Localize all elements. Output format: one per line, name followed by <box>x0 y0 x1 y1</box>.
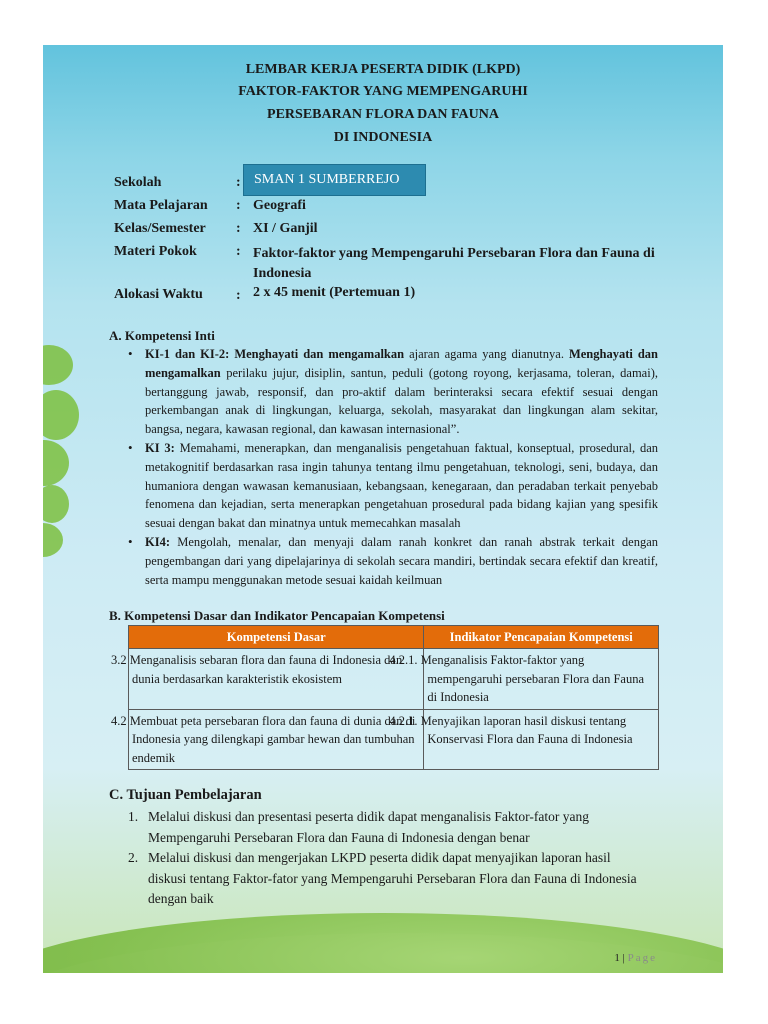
table-cell-ipk: 4.2.1. Menyajikan laporan hasil diskusi tentang Konservasi Flora dan Fauna di Indonesia <box>424 709 659 770</box>
leaf-decoration <box>43 440 69 486</box>
document-title-line: PERSEBARAN FLORA DAN FAUNA <box>267 107 499 122</box>
topic-value: Faktor-faktor yang Mempengaruhi Persebaran Flora dan Fauna di Indonesia <box>253 246 655 281</box>
ki-label: KI 3: <box>145 440 175 455</box>
column-header-kd: Kompetensi Dasar <box>129 626 424 649</box>
ki-text: ajaran agama yang dianutnya. <box>404 347 569 361</box>
topic-label: Materi Pokok <box>114 244 197 259</box>
page-word: Page <box>627 952 657 964</box>
class-value: XI / Ganjil <box>253 221 318 236</box>
table-row <box>129 709 659 770</box>
table-cell-kd: 3.2 Menganalisis sebaran flora dan fauna di Indonesia dan dunia berdasarkan karakteristik ekosistem <box>129 649 424 710</box>
kompetensi-inti-list <box>128 345 658 589</box>
footer-separator: | <box>619 952 628 964</box>
learning-objectives-list <box>128 807 648 910</box>
page-number: 1 <box>614 952 620 964</box>
green-wave-decoration <box>43 913 723 973</box>
document-title-line: DI INDONESIA <box>333 130 433 145</box>
leaf-decoration <box>43 390 79 440</box>
bullet: • <box>128 346 133 361</box>
ki-label: KI4: <box>145 534 170 549</box>
bullet: • <box>128 439 133 455</box>
list-item <box>128 848 648 910</box>
bullet: • <box>128 533 133 549</box>
table-cell-kd: 4.2 Membuat peta persebaran flora dan fauna di dunia dan di Indonesia yang dilengkapi gambar hewan dan tumbuhan endemik <box>129 709 424 770</box>
competency-table <box>111 625 659 770</box>
colon: : <box>236 198 241 213</box>
table-cell-ipk: 4.2.1. Menganalisis Faktor-faktor yang mempengaruhi persebaran Flora dan Fauna di Indonesia <box>424 649 659 710</box>
list-item <box>128 345 658 439</box>
colon: : <box>236 221 241 236</box>
document-title-line: LEMBAR KERJA PESERTA DIDIK (LKPD) <box>245 62 521 77</box>
item-number: 1. <box>128 809 139 824</box>
column-header-ipk: Indikator Pencapaian Kompetensi <box>424 626 659 649</box>
item-number: 2. <box>128 850 139 865</box>
time-label: Alokasi Waktu <box>114 287 203 302</box>
ki-text: perilaku jujur, disiplin, santun, peduli (gotong royong, kerjasama, toleran, damai), bertanggung jawab, responsif, dan pro-aktif dalam berinteraksi secara efektif sesuai dengan perkembangan anak di lingkungan, keluarga, sekolah, masyarakat dan lingkungan alam sekitar, bangsa, negara, kawasan regional, dan kawasan internasional”. <box>145 365 658 437</box>
leaf-decoration <box>43 485 69 523</box>
page-footer <box>614 952 657 964</box>
list-item <box>128 807 648 848</box>
leaf-decoration <box>43 345 73 385</box>
school-name-field[interactable]: SMAN 1 SUMBERREJO <box>243 164 426 196</box>
table-header-row <box>129 626 659 649</box>
colon: : <box>236 244 241 259</box>
table-row <box>129 649 659 710</box>
school-label: Sekolah <box>114 175 162 190</box>
subject-label: Mata Pelajaran <box>114 198 208 213</box>
section-c-heading: C. Tujuan Pembelajaran <box>109 787 262 803</box>
list-item <box>128 533 658 589</box>
class-label: Kelas/Semester <box>114 221 206 236</box>
objective-text: Melalui diskusi dan mengerjakan LKPD peserta didik dapat menyajikan laporan hasil diskusi tentang Faktor-fator yang Mempengaruhi Persebaran Flora dan Fauna di Indonesia dengan baik <box>148 850 637 906</box>
ki-label: KI-1 dan KI-2: Menghayati dan mengamalkan <box>145 347 405 361</box>
subject-value: Geografi <box>253 198 306 213</box>
ki-text: Mengolah, menalar, dan menyaji dalam ranah konkret dan ranah abstrak terkait dengan pengembangan dari yang dipelajarinya di sekolah secara mandiri, bertindak secara efektif dan kreatif, serta mampu menggunakan metode sesuai kaidah keilmuan <box>145 534 658 587</box>
ki-emphasis: Menghayati dan mengamalkan <box>145 347 658 380</box>
document-title-line: FAKTOR-FAKTOR YANG MEMPENGARUHI <box>238 84 528 99</box>
document-page <box>43 45 723 973</box>
objective-text: Melalui diskusi dan presentasi peserta didik dapat menganalisis Faktor-fator yang Mempengaruhi Persebaran Flora dan Fauna di Indonesia dengan benar <box>148 809 589 845</box>
ki-text: Memahami, menerapkan, dan menganalisis pengetahuan faktual, konseptual, prosedural, dan metakognitif berdasarkan rasa ingin tahunya tentang ilmu pengetahuan, teknologi, seni, budaya, dan humaniora dengan wawasan kemanusiaan, kebangsaan, kenegaraan, dan peradaban terkait penyebab fenomena dan kejadian, serta menerapkan pengetahuan prosedural pada bidang kajian yang spesifik sesuai dengan bakat dan minatnya untuk memecahkan masalah <box>145 440 659 531</box>
colon: : <box>236 288 241 303</box>
colon: : <box>236 175 241 190</box>
list-item <box>128 439 658 533</box>
section-a-heading: A. Kompetensi Inti <box>109 328 215 343</box>
section-b-heading: B. Kompetensi Dasar dan Indikator Pencapaian Kompetensi <box>109 608 445 623</box>
time-value: 2 x 45 menit (Pertemuan 1) <box>253 285 416 300</box>
leaf-decoration <box>43 523 63 557</box>
